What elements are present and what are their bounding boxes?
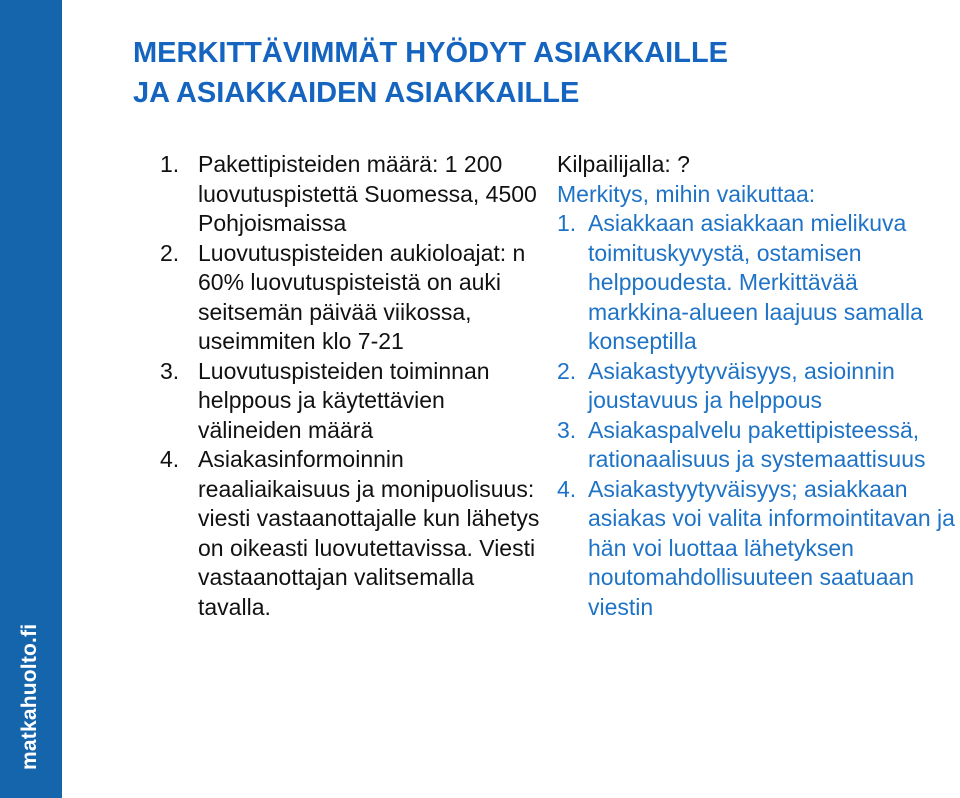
benefit-item-text: Luovutuspisteiden toiminnan helppous ja käytettävien välineiden määrä xyxy=(198,357,490,443)
benefit-item-4 xyxy=(160,445,540,622)
competitor-heading: Kilpailijalla: ? xyxy=(557,151,690,177)
significance-item-number: 2. xyxy=(557,357,577,384)
significance-item-1 xyxy=(557,209,957,357)
benefit-item-number: 1. xyxy=(160,151,180,177)
benefit-item-number: 3. xyxy=(160,357,180,384)
brand-sidebar xyxy=(0,0,62,798)
significance-item-2 xyxy=(557,357,957,416)
significance-item-4 xyxy=(557,475,957,623)
significance-heading: Merkitys, mihin vaikuttaa: xyxy=(557,180,816,207)
significance-item-text: Asiakastyytyväisyys, asioinnin joustavuus ja helppous xyxy=(588,357,895,413)
significance-item-number: 3. xyxy=(557,416,577,443)
benefit-item-1 xyxy=(160,150,540,239)
significance-item-3 xyxy=(557,416,957,475)
significance-item-number: 4. xyxy=(557,475,577,502)
brand-logo-text: matkahuolto.fi xyxy=(18,623,41,770)
benefit-item-number: 2. xyxy=(160,239,180,266)
significance-column xyxy=(557,150,957,622)
significance-item-text: Asiakastyytyväisyys; asiakkaan asiakas voi valita informointitavan ja hän voi luottaa lähetyksen noutomahdollisuuteen saatuaan viestin xyxy=(588,475,955,620)
benefits-list xyxy=(160,150,540,622)
significance-item-text: Asiakkaan asiakkaan mielikuva toimituskyvystä, ostamisen helppoudesta. Merkittävää markkina-alueen laajuus samalla konseptilla xyxy=(588,210,923,354)
benefit-item-text: Luovutuspisteiden aukioloajat: n 60% luovutuspisteistä on auki seitsemän päivää viikossa, useimmiten klo 7-21 xyxy=(198,239,526,354)
significance-list xyxy=(557,209,957,622)
slide-title-line-1: MERKITTÄVIMMÄT HYÖDYT ASIAKKAILLE xyxy=(133,37,729,69)
slide-title-line-2: JA ASIAKKAIDEN ASIAKKAILLE xyxy=(133,77,580,109)
slide-title xyxy=(133,33,728,113)
significance-item-number: 1. xyxy=(557,210,577,236)
benefit-item-2 xyxy=(160,239,540,357)
significance-item-text: Asiakaspalvelu pakettipisteessä, rationaalisuus ja systemaattisuus xyxy=(588,416,926,472)
benefit-item-text: Pakettipisteiden määrä: 1 200 luovutuspistettä Suomessa, 4500 Pohjoismaissa xyxy=(198,151,537,236)
benefit-item-text: Asiakasinformoinnin reaaliaikaisuus ja monipuolisuus: viesti vastaanottajalle kun lähetys on oikeasti luovutettavissa. Viesti vastaanottajan valitsemalla tavalla. xyxy=(198,446,540,620)
benefit-item-3 xyxy=(160,357,540,446)
benefit-item-number: 4. xyxy=(160,446,180,472)
